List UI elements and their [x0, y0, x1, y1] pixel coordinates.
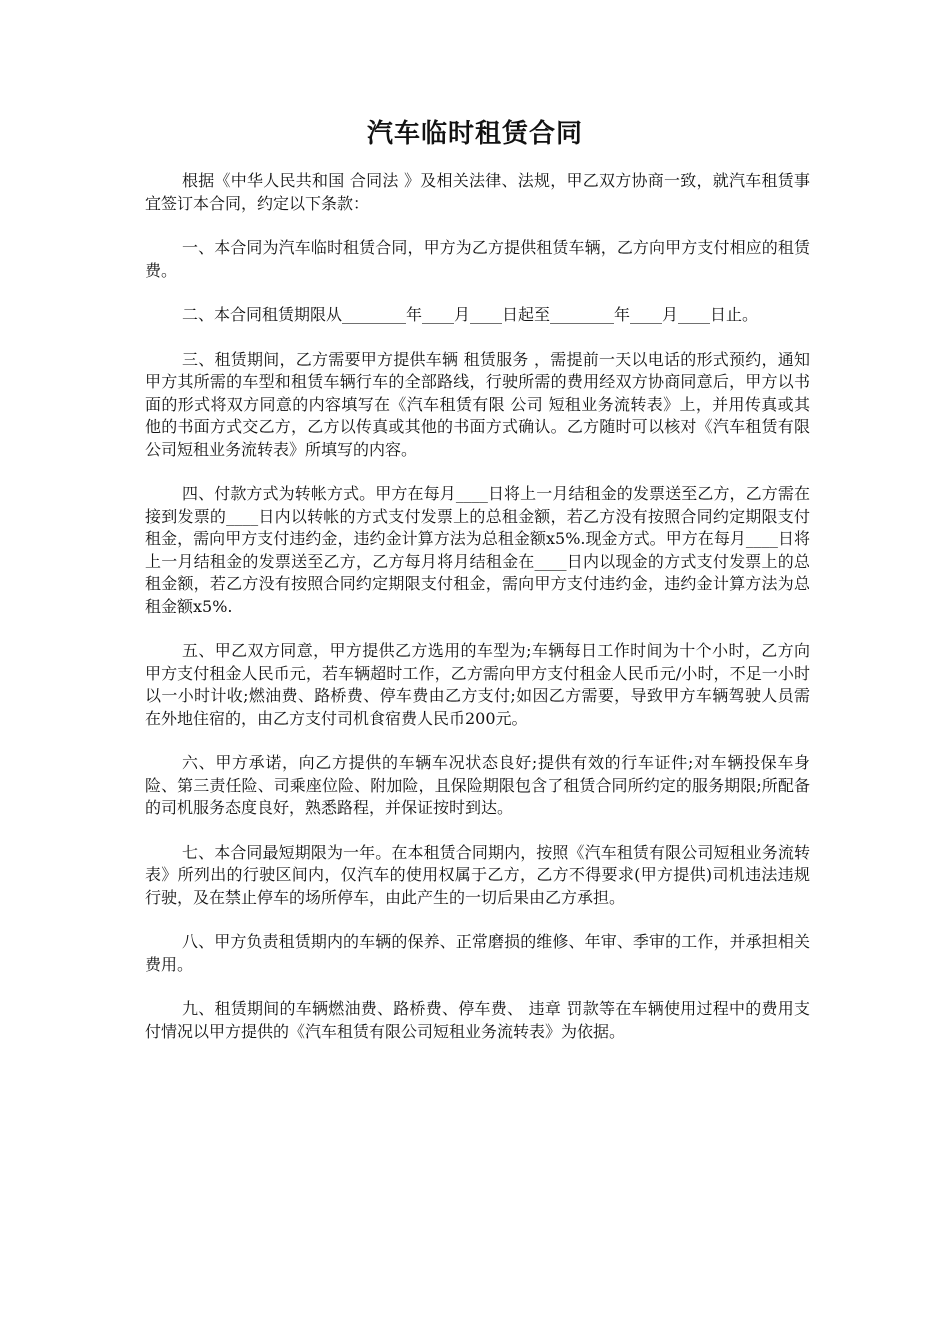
document-body: [145, 170, 810, 1065]
preamble-paragraph: 根据《中华人民共和国 合同法 》及相关法律、法规，甲乙双方协商一致，就汽车租赁事宜签订本合同，约定以下条款：: [145, 171, 810, 213]
clause-5: 五、甲乙双方同意，甲方提供乙方选用的车型为;车辆每日工作时间为十个小时，乙方向甲方支付租金人民币元，若车辆超时工作，乙方需向甲方支付租金人民币元/小时，不足一小时以一小时计收;燃油费、路桥费、停车费由乙方支付;如因乙方需要，导致甲方车辆驾驶人员需在外地住宿的，由乙方支付司机食宿费人民币200元。: [145, 641, 810, 728]
clause-1: 一、本合同为汽车临时租赁合同，甲方为乙方提供租赁车辆，乙方向甲方支付相应的租赁费。: [145, 238, 810, 280]
clause-2: 二、本合同租赁期限从________年____月____日起至________年____月____日止。: [182, 305, 759, 324]
clause-7: 七、本合同最短期限为一年。在本租赁合同期内，按照《汽车租赁有限公司短租业务流转表》所列出的行驶区间内，仅汽车的使用权属于乙方，乙方不得要求(甲方提供)司机违法违规行驶，及在禁止停车的场所停车，由此产生的一切后果由乙方承担。: [145, 842, 810, 907]
clause-9: 九、租赁期间的车辆燃油费、路桥费、停车费、 违章 罚款等在车辆使用过程中的费用支付情况以甲方提供的《汽车租赁有限公司短租业务流转表》为依据。: [145, 999, 810, 1041]
clause-8: 八、甲方负责租赁期内的车辆的保养、正常磨损的维修、年审、季审的工作，并承担相关费用。: [145, 932, 810, 974]
document-title: 汽车临时租赁合同: [366, 119, 583, 149]
clause-4: 四、付款方式为转帐方式。甲方在每月____日将上一月结租金的发票送至乙方，乙方需在接到发票的____日内以转帐的方式支付发票上的总租金额，若乙方没有按照合同约定期限支付租金，需向甲方支付违约金，违约金计算方法为总租金额x5%.现金方式。甲方在每月____日将上一月结租金的发票送至乙方，乙方每月将月结租金在____日内以现金的方式支付发票上的总租金额，若乙方没有按照合同约定期限支付租金，需向甲方支付违约金，违约金计算方法为总租金额x5%.: [145, 484, 810, 616]
clause-6: 六、甲方承诺，向乙方提供的车辆车况状态良好;提供有效的行车证件;对车辆投保车身险、第三责任险、司乘座位险、附加险，且保险期限包含了租赁合同所约定的服务期限;所配备的司机服务态度良好，熟悉路程，并保证按时到达。: [145, 753, 810, 817]
clause-3: 三、租赁期间，乙方需要甲方提供车辆 租赁服务 ，需提前一天以电话的形式预约，通知甲方其所需的车型和租赁车辆行车的全部路线，行驶所需的费用经双方协商同意后，甲方以书面的形式将双方同意的内容填写在《汽车租赁有限 公司 短租业务流转表》上，并用传真或其他的书面方式交乙方，乙方以传真或其他的书面方式确认。乙方随时可以核对《汽车租赁有限公司短租业务流转表》所填写的内容。: [145, 349, 810, 459]
